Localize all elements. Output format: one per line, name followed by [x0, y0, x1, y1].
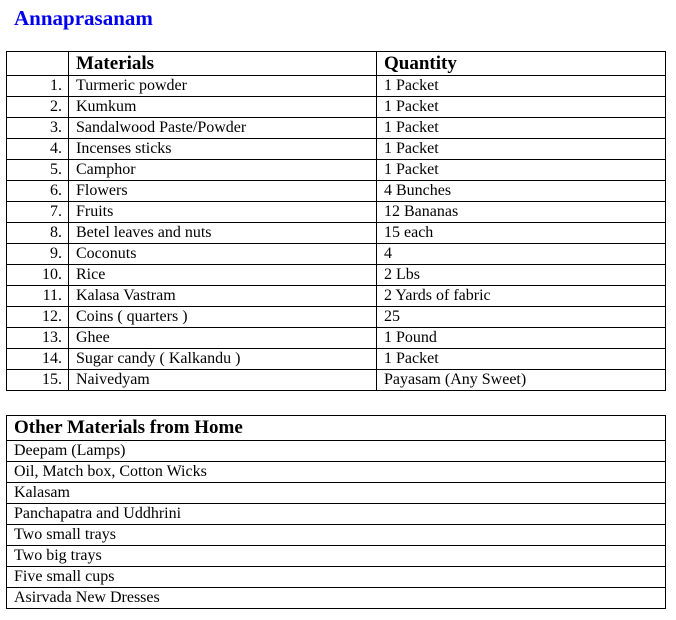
material-name: Sugar candy ( Kalkandu ) — [69, 349, 377, 370]
other-material-item: Two small trays — [7, 525, 666, 546]
material-quantity: 2 Yards of fabric — [377, 286, 666, 307]
material-name: Betel leaves and nuts — [69, 223, 377, 244]
table-row — [7, 181, 666, 202]
table-row — [7, 328, 666, 349]
list-item — [7, 462, 666, 483]
material-quantity: 1 Packet — [377, 349, 666, 370]
material-name: Sandalwood Paste/Powder — [69, 118, 377, 139]
list-item — [7, 567, 666, 588]
table-row — [7, 286, 666, 307]
other-material-item: Panchapatra and Uddhrini — [7, 504, 666, 525]
list-item — [7, 588, 666, 609]
other-materials-table — [6, 415, 666, 609]
material-name: Kalasa Vastram — [69, 286, 377, 307]
material-quantity: 1 Pound — [377, 328, 666, 349]
material-quantity: 1 Packet — [377, 76, 666, 97]
material-name: Ghee — [69, 328, 377, 349]
material-name: Rice — [69, 265, 377, 286]
table-row — [7, 265, 666, 286]
row-number: 9. — [7, 244, 69, 265]
material-quantity: 1 Packet — [377, 97, 666, 118]
quantity-column-header: Quantity — [377, 52, 666, 76]
list-item — [7, 441, 666, 462]
materials-header-row — [7, 52, 666, 76]
table-row — [7, 370, 666, 391]
material-name: Fruits — [69, 202, 377, 223]
material-quantity: 1 Packet — [377, 160, 666, 181]
row-number: 14. — [7, 349, 69, 370]
material-quantity: 1 Packet — [377, 139, 666, 160]
table-row — [7, 349, 666, 370]
table-row — [7, 244, 666, 265]
row-number: 13. — [7, 328, 69, 349]
material-name: Flowers — [69, 181, 377, 202]
row-number: 1. — [7, 76, 69, 97]
material-name: Incenses sticks — [69, 139, 377, 160]
number-column-header — [7, 52, 69, 76]
row-number: 5. — [7, 160, 69, 181]
table-row — [7, 118, 666, 139]
materials-table-body — [7, 76, 666, 391]
row-number: 11. — [7, 286, 69, 307]
table-row — [7, 139, 666, 160]
table-row — [7, 202, 666, 223]
row-number: 10. — [7, 265, 69, 286]
material-quantity: 1 Packet — [377, 118, 666, 139]
page-title: Annaprasanam — [14, 6, 153, 30]
table-row — [7, 97, 666, 118]
material-name: Kumkum — [69, 97, 377, 118]
other-material-item: Deepam (Lamps) — [7, 441, 666, 462]
row-number: 12. — [7, 307, 69, 328]
row-number: 7. — [7, 202, 69, 223]
other-materials-header-row — [7, 416, 666, 441]
material-quantity: Payasam (Any Sweet) — [377, 370, 666, 391]
row-number: 15. — [7, 370, 69, 391]
list-item — [7, 483, 666, 504]
material-name: Coins ( quarters ) — [69, 307, 377, 328]
row-number: 4. — [7, 139, 69, 160]
material-name: Turmeric powder — [69, 76, 377, 97]
material-name: Coconuts — [69, 244, 377, 265]
material-quantity: 12 Bananas — [377, 202, 666, 223]
material-name: Naivedyam — [69, 370, 377, 391]
table-row — [7, 76, 666, 97]
other-material-item: Oil, Match box, Cotton Wicks — [7, 462, 666, 483]
row-number: 3. — [7, 118, 69, 139]
materials-table — [6, 51, 666, 391]
other-material-item: Asirvada New Dresses — [7, 588, 666, 609]
list-item — [7, 546, 666, 567]
other-material-item: Kalasam — [7, 483, 666, 504]
list-item — [7, 504, 666, 525]
row-number: 2. — [7, 97, 69, 118]
other-material-item: Five small cups — [7, 567, 666, 588]
material-quantity: 4 Bunches — [377, 181, 666, 202]
other-material-item: Two big trays — [7, 546, 666, 567]
material-name: Camphor — [69, 160, 377, 181]
row-number: 8. — [7, 223, 69, 244]
other-materials-header: Other Materials from Home — [7, 416, 666, 441]
other-materials-table-body — [7, 441, 666, 609]
table-row — [7, 307, 666, 328]
material-quantity: 4 — [377, 244, 666, 265]
table-row — [7, 223, 666, 244]
row-number: 6. — [7, 181, 69, 202]
table-row — [7, 160, 666, 181]
list-item — [7, 525, 666, 546]
materials-column-header: Materials — [69, 52, 377, 76]
material-quantity: 2 Lbs — [377, 265, 666, 286]
material-quantity: 15 each — [377, 223, 666, 244]
material-quantity: 25 — [377, 307, 666, 328]
